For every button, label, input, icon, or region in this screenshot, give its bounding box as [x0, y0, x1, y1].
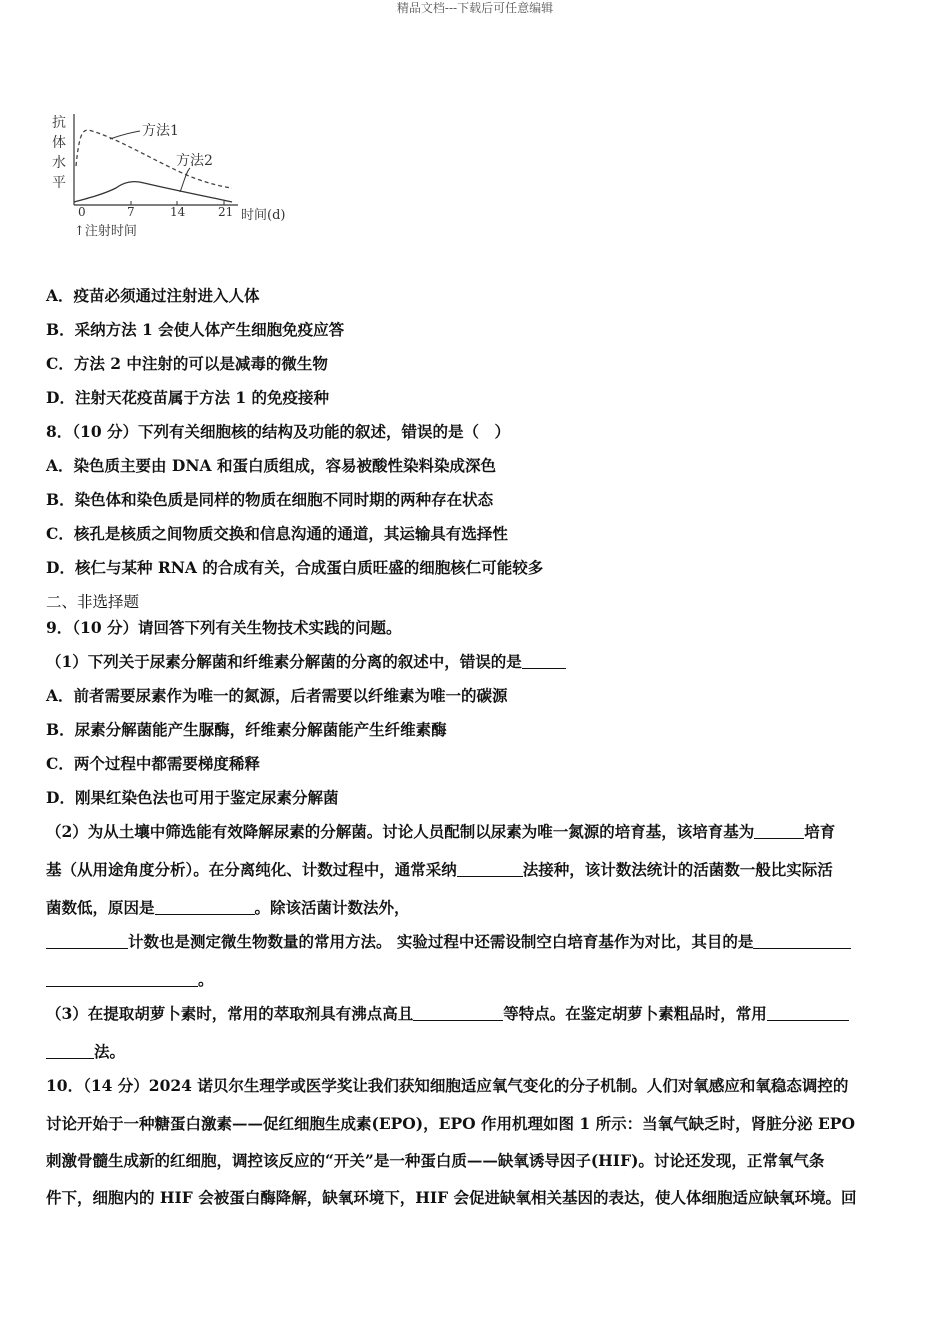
- q9-part3-line1: [46, 1004, 849, 1024]
- answer-blank: [753, 932, 851, 949]
- method1-label: 方法1: [142, 123, 179, 139]
- answer-blank: [46, 1042, 94, 1059]
- method1-leader: [110, 131, 140, 139]
- q9-part3-line2: [46, 1042, 125, 1062]
- q7-option-a: A．疫苗必须通过注射进入人体: [46, 286, 260, 305]
- q10-line1: 10．（14 分）2024 诺贝尔生理学或医学奖让我们获知细胞适应氧气变化的分子机制。人们对氧感应和氧稳态调控的: [46, 1076, 849, 1095]
- q9-part3-text: 等特点。在鉴定胡萝卜素粗品时，常用: [503, 1004, 767, 1023]
- x-tick-label: 7: [127, 205, 135, 219]
- method2-leader: [180, 168, 190, 192]
- ylabel-char: 水: [52, 155, 66, 171]
- q9-part2-line2: [46, 860, 833, 880]
- q9-part2-line1: [46, 822, 835, 842]
- antibody-level-chart: [44, 106, 314, 246]
- ylabel-char: 抗: [52, 115, 66, 131]
- q9-part2-text: 计数也是测定微生物数量的常用方法。 实验过程中还需设制空白培育基作为对比，其目的是: [128, 932, 754, 951]
- q9-part1-text: （1）下列关于尿素分解菌和纤维素分解菌的分离的叙述中，错误的是: [46, 652, 522, 671]
- x-tick-label: 0: [78, 205, 86, 219]
- q9-part3-text: 法。: [94, 1042, 126, 1061]
- section-title: 二、非选择题: [46, 593, 140, 611]
- answer-blank: [46, 970, 198, 987]
- x-tick-label: 21: [218, 205, 234, 219]
- answer-blank: [46, 932, 128, 949]
- q9-part2-line4: [46, 932, 851, 952]
- q10-line3: 刺激骨髓生成新的红细胞，调控该反应的“开关”是一种蛋白质——缺氧诱导因子(HIF)。讨论还发现，正常氧气条: [46, 1151, 825, 1170]
- answer-blank: [413, 1004, 503, 1021]
- q9-part1-option-c: C．两个过程中都需要梯度稀释: [46, 754, 260, 773]
- answer-blank: [155, 898, 255, 915]
- answer-blank: [754, 822, 804, 839]
- x-tick-label: 14: [170, 205, 186, 219]
- q9-part2-text: 。: [198, 970, 214, 989]
- q9-part2-line3: [46, 898, 410, 918]
- ylabel-char: 体: [52, 135, 66, 151]
- q9-part2-text: （2）为从土壤中筛选能有效降解尿素的分解菌。讨论人员配制以尿素为唯一氮源的培育基，该培育基为: [46, 822, 755, 841]
- answer-blank: [767, 1004, 849, 1021]
- q10-line4: 件下，细胞内的 HIF 会被蛋白酶降解，缺氧环境下，HIF 会促进缺氧相关基因的表达，使人体细胞适应缺氧环境。回: [46, 1188, 857, 1207]
- q9-part2-text: 法接种，该计数法统计的活菌数一般比实际活: [522, 860, 833, 879]
- q9-part2-text: 基（从用途角度分析）。在分离纯化、计数过程中，通常采纳: [46, 860, 457, 879]
- q9-part1-option-a: A．前者需要尿素作为唯一的氮源，后者需要以纤维素为唯一的碳源: [46, 686, 508, 705]
- q9-part1-option-b: B．尿素分解菌能产生脲酶，纤维素分解菌能产生纤维素酶: [46, 720, 447, 739]
- q7-option-d: D．注射天花疫苗属于方法 1 的免疫接种: [46, 388, 330, 407]
- q7-option-b: B．采纳方法 1 会使人体产生细胞免疫应答: [46, 320, 345, 339]
- injection-time-label: ↑注射时间: [74, 224, 137, 239]
- q9-part1: [46, 652, 566, 672]
- q9-part3-text: （3）在提取胡萝卜素时，常用的萃取剂具有沸点高且: [46, 1004, 414, 1023]
- q8-option-b: B．染色体和染色质是同样的物质在细胞不同时期的两种存在状态: [46, 490, 494, 509]
- q9-part2-text: 培育: [804, 822, 836, 841]
- method2-label: 方法2: [176, 153, 213, 169]
- antibody-level-figure: [44, 106, 314, 246]
- q8-option-d: D．核仁与某种 RNA 的合成有关，合成蛋白质旺盛的细胞核仁可能较多: [46, 558, 544, 577]
- q9-part2-text: 。除该活菌计数法外，: [254, 898, 410, 917]
- answer-blank: [522, 652, 566, 669]
- q9-part2-line5: [46, 970, 214, 990]
- q10-line2: 讨论开始于一种糖蛋白激素——促红细胞生成素(EPO)，EPO 作用机理如图 1 所示：当氧气缺乏时，肾脏分泌 EPO: [46, 1114, 855, 1133]
- q9-part1-option-d: D．刚果红染色法也可用于鉴定尿素分解菌: [46, 788, 339, 807]
- x-axis-label: 时间(d): [241, 208, 286, 223]
- q9-stem: 9．（10 分）请回答下列有关生物技术实践的问题。: [46, 618, 402, 637]
- page-header: 精品文档---下载后可任意编辑: [396, 1, 554, 15]
- q7-option-c: C．方法 2 中注射的可以是减毒的微生物: [46, 354, 328, 373]
- q8-stem: 8．（10 分）下列有关细胞核的结构及功能的叙述，错误的是（ ）: [46, 422, 511, 441]
- q9-part2-text: 菌数低，原因是: [46, 898, 155, 917]
- method2-curve: [74, 182, 232, 202]
- q8-option-c: C．核孔是核质之间物质交换和信息沟通的通道，其运输具有选择性: [46, 524, 508, 543]
- answer-blank: [457, 860, 523, 877]
- q8-option-a: A．染色质主要由 DNA 和蛋白质组成，容易被酸性染料染成深色: [46, 456, 496, 475]
- ylabel-char: 平: [52, 175, 66, 191]
